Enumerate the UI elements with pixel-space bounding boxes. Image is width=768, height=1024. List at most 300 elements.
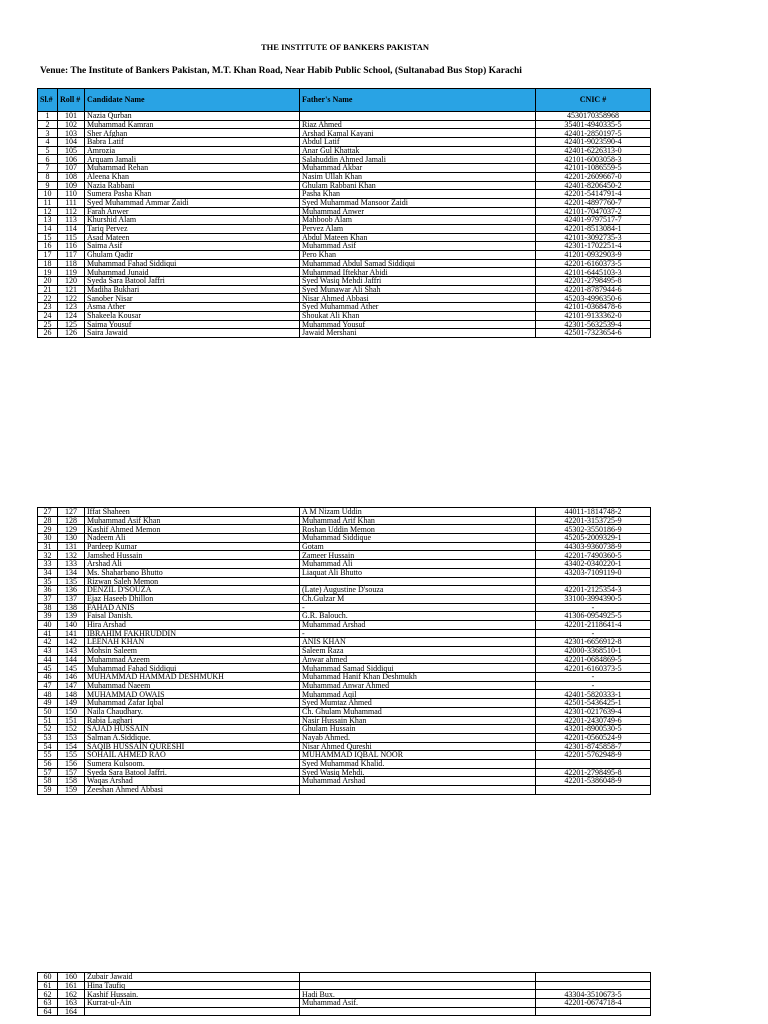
table-row (38, 716, 651, 725)
cell-roll: 104 (58, 138, 85, 147)
cell-cnic: 42201-2798495-8 (536, 277, 651, 286)
table-row (38, 120, 651, 129)
cell-cnic: 42401-9797517-7 (536, 216, 651, 225)
table-row (38, 516, 651, 525)
table-row (38, 181, 651, 190)
cell-father-name: Jawaid Mershani (300, 329, 536, 338)
cell-roll: 125 (58, 320, 85, 329)
cell-father-name: Muhammad Arshad (300, 620, 536, 629)
cell-roll: 158 (58, 777, 85, 786)
cell-roll: 149 (58, 699, 85, 708)
cell-candidate-name: SAQIB HUSSAIN QURESHI (85, 742, 300, 751)
cell-cnic (536, 577, 651, 586)
cell-roll: 151 (58, 716, 85, 725)
cell-father-name: Muhammad Anwar Ahmed (300, 681, 536, 690)
cell-father-name (300, 786, 536, 795)
cell-roll: 157 (58, 768, 85, 777)
cell-sl: 2 (38, 120, 58, 129)
cell-roll: 127 (58, 508, 85, 517)
cell-roll: 106 (58, 155, 85, 164)
table-row (38, 216, 651, 225)
table-row (38, 647, 651, 656)
cell-roll: 152 (58, 725, 85, 734)
cell-candidate-name: Saima Yousuf (85, 320, 300, 329)
cell-father-name (300, 981, 536, 990)
cell-father-name: Muhammad Abdul Samad Siddiqui (300, 259, 536, 268)
cell-roll: 163 (58, 999, 85, 1008)
cell-cnic: 42201-3153725-9 (536, 516, 651, 525)
cell-father-name: - (300, 629, 536, 638)
table-row (38, 690, 651, 699)
cell-roll: 111 (58, 198, 85, 207)
cell-sl: 56 (38, 759, 58, 768)
cell-candidate-name: Jamshed Hussain (85, 551, 300, 560)
cell-candidate-name: Naila Chaudhary. (85, 707, 300, 716)
table-row (38, 138, 651, 147)
table-row (38, 242, 651, 251)
cell-sl: 14 (38, 224, 58, 233)
cell-candidate-name: Rabia Laghari (85, 716, 300, 725)
cell-cnic: - (536, 681, 651, 690)
cell-sl: 62 (38, 990, 58, 999)
cell-candidate-name: Faisal Danish. (85, 612, 300, 621)
cell-candidate-name: MUHAMMAD HAMMAD DESHMUKH (85, 673, 300, 682)
cell-candidate-name: Arquam Jamali (85, 155, 300, 164)
cell-father-name: Ch. Ghulam Muhammad (300, 707, 536, 716)
cell-father-name: (Late) Augustine D'souza (300, 586, 536, 595)
cell-roll: 123 (58, 303, 85, 312)
header-roll: Roll # (58, 89, 85, 112)
cell-candidate-name: Hira Arshad (85, 620, 300, 629)
header-candidate-name: Candidate Name (85, 89, 300, 112)
cell-father-name: Nayab Ahmed. (300, 733, 536, 742)
cell-roll: 139 (58, 612, 85, 621)
cell-cnic: 43201-8900530-5 (536, 725, 651, 734)
cell-sl: 40 (38, 620, 58, 629)
cell-sl: 26 (38, 329, 58, 338)
cell-roll: 101 (58, 112, 85, 121)
cell-cnic: 43203-7109119-0 (536, 568, 651, 577)
table-row (38, 742, 651, 751)
table-row (38, 681, 651, 690)
cell-candidate-name: Amrozia (85, 146, 300, 155)
cell-roll: 160 (58, 973, 85, 982)
cell-sl: 34 (38, 568, 58, 577)
cell-sl: 12 (38, 207, 58, 216)
cell-father-name: Muhammad Anwer (300, 207, 536, 216)
table-row (38, 586, 651, 595)
cell-roll: 116 (58, 242, 85, 251)
cell-roll: 154 (58, 742, 85, 751)
header-cnic: CNIC # (536, 89, 651, 112)
cell-sl: 29 (38, 525, 58, 534)
cell-roll: 148 (58, 690, 85, 699)
cell-candidate-name: Ejaz Haseeb Dhillon (85, 594, 300, 603)
cell-father-name: Nisar Ahmed Qureshi (300, 742, 536, 751)
cell-candidate-name: Arshad Ali (85, 560, 300, 569)
table-row (38, 777, 651, 786)
cell-roll: 122 (58, 294, 85, 303)
cell-cnic: 42501-5436425-1 (536, 699, 651, 708)
cell-cnic: 42101-6445103-3 (536, 268, 651, 277)
cell-candidate-name: Tariq Pervez (85, 224, 300, 233)
cell-roll: 140 (58, 620, 85, 629)
table-row (38, 146, 651, 155)
cell-sl: 25 (38, 320, 58, 329)
cell-cnic: 42101-9133362-0 (536, 311, 651, 320)
cell-cnic: 42201-4897760-7 (536, 198, 651, 207)
cell-roll: 102 (58, 120, 85, 129)
cell-cnic (536, 786, 651, 795)
cell-father-name: Riaz Ahmed (300, 120, 536, 129)
cell-candidate-name: Pardeep Kumar (85, 542, 300, 551)
table-header-row (38, 89, 651, 112)
cell-roll: 107 (58, 164, 85, 173)
cell-roll: 124 (58, 311, 85, 320)
cell-father-name: Abdul Latif (300, 138, 536, 147)
table-row (38, 673, 651, 682)
cell-sl: 22 (38, 294, 58, 303)
cell-roll: 119 (58, 268, 85, 277)
cell-father-name: Muhammad Ali (300, 560, 536, 569)
cell-father-name: Mahboob Alam (300, 216, 536, 225)
cell-roll: 117 (58, 251, 85, 260)
cell-roll: 143 (58, 647, 85, 656)
cell-cnic: 45302-3550186-9 (536, 525, 651, 534)
cell-cnic: 44303-9360738-9 (536, 542, 651, 551)
cell-cnic: 42401-2850197-5 (536, 129, 651, 138)
table-row (38, 259, 651, 268)
table-body (38, 508, 651, 795)
cell-candidate-name: Madiha Bukhari (85, 285, 300, 294)
cell-candidate-name: Khurshid Alam (85, 216, 300, 225)
cell-cnic: 42301-0217639-4 (536, 707, 651, 716)
cell-candidate-name: Muhammad Fahad Siddiqui (85, 259, 300, 268)
table-row (38, 990, 651, 999)
cell-father-name: Salahuddin Ahmed Jamali (300, 155, 536, 164)
table-row (38, 568, 651, 577)
cell-father-name: Pervez Alam (300, 224, 536, 233)
cell-father-name: Muhammad Samad Siddiqui (300, 664, 536, 673)
table-row (38, 603, 651, 612)
cell-cnic (536, 973, 651, 982)
cell-roll: 155 (58, 751, 85, 760)
table-row (38, 534, 651, 543)
cell-roll: 120 (58, 277, 85, 286)
cell-cnic: 42201-2125354-3 (536, 586, 651, 595)
table-row (38, 620, 651, 629)
cell-candidate-name: Ms. Shaharbano Bhutto (85, 568, 300, 577)
table-row (38, 268, 651, 277)
cell-father-name: Nisar Ahmed Abbasi (300, 294, 536, 303)
cell-candidate-name: Muhammad Zafar Iqbal (85, 699, 300, 708)
cell-sl: 44 (38, 655, 58, 664)
cell-sl: 51 (38, 716, 58, 725)
cell-candidate-name: SOHAIL AHMED RAO (85, 751, 300, 760)
cell-candidate-name: Nazia Qurban (85, 112, 300, 121)
cell-sl: 19 (38, 268, 58, 277)
table-row (38, 560, 651, 569)
cell-cnic: 42101-7047037-2 (536, 207, 651, 216)
cell-cnic: 33100-3994390-5 (536, 594, 651, 603)
cell-candidate-name: Muhammad Fahad Siddiqui (85, 664, 300, 673)
table-row (38, 285, 651, 294)
table-row (38, 759, 651, 768)
cell-sl: 31 (38, 542, 58, 551)
cell-father-name: Muhammad Akbar (300, 164, 536, 173)
cell-sl: 58 (38, 777, 58, 786)
cell-cnic (536, 759, 651, 768)
cell-candidate-name: Shakeela Kousar (85, 311, 300, 320)
cell-sl: 21 (38, 285, 58, 294)
cell-roll: 109 (58, 181, 85, 190)
candidate-table-1 (37, 88, 651, 338)
cell-sl: 43 (38, 647, 58, 656)
cell-roll: 142 (58, 638, 85, 647)
cell-father-name: Saleem Raza (300, 647, 536, 656)
cell-candidate-name: Sumera Pasha Khan (85, 190, 300, 199)
cell-cnic: 42201-0674718-4 (536, 999, 651, 1008)
cell-father-name: Syed Muhammad Mansoor Zaidi (300, 198, 536, 207)
cell-sl: 18 (38, 259, 58, 268)
cell-sl: 39 (38, 612, 58, 621)
table-row (38, 594, 651, 603)
cell-candidate-name: Asad Mateen (85, 233, 300, 242)
table-row (38, 155, 651, 164)
cell-cnic: 42201-0560524-9 (536, 733, 651, 742)
table-row (38, 508, 651, 517)
cell-candidate-name: Zeeshan Ahmed Abbasi (85, 786, 300, 795)
cell-cnic: - (536, 603, 651, 612)
cell-roll: 159 (58, 786, 85, 795)
cell-candidate-name: IBRAHIM FAKHRUDDIN (85, 629, 300, 638)
cell-sl: 45 (38, 664, 58, 673)
table-row (38, 1007, 651, 1016)
table-row (38, 725, 651, 734)
cell-sl: 10 (38, 190, 58, 199)
cell-sl: 35 (38, 577, 58, 586)
table-row (38, 311, 651, 320)
cell-sl: 6 (38, 155, 58, 164)
table-row (38, 707, 651, 716)
cell-cnic: 42101-3092735-3 (536, 233, 651, 242)
cell-cnic: 42000-3368510-1 (536, 647, 651, 656)
cell-father-name: Muhammad Arif Khan (300, 516, 536, 525)
cell-roll: 108 (58, 172, 85, 181)
cell-sl: 13 (38, 216, 58, 225)
cell-sl: 52 (38, 725, 58, 734)
cell-sl: 4 (38, 138, 58, 147)
cell-roll: 156 (58, 759, 85, 768)
cell-cnic: 42201-2430749-6 (536, 716, 651, 725)
cell-sl: 1 (38, 112, 58, 121)
cell-sl: 27 (38, 508, 58, 517)
cell-candidate-name: Syeda Sara Batool Jaffri. (85, 768, 300, 777)
cell-cnic: 45205-2009329-1 (536, 534, 651, 543)
cell-sl: 53 (38, 733, 58, 742)
table-row (38, 190, 651, 199)
cell-candidate-name: Iffat Shaheen (85, 508, 300, 517)
table-row (38, 973, 651, 982)
cell-roll: 150 (58, 707, 85, 716)
cell-candidate-name: Kashif Ahmed Memon (85, 525, 300, 534)
cell-father-name: - (300, 603, 536, 612)
cell-roll: 133 (58, 560, 85, 569)
table-row (38, 664, 651, 673)
cell-candidate-name: Kashif Hussain. (85, 990, 300, 999)
cell-father-name: Gotam (300, 542, 536, 551)
cell-roll: 136 (58, 586, 85, 595)
candidate-table-3 (37, 972, 651, 1016)
cell-sl: 41 (38, 629, 58, 638)
cell-cnic: 42501-7323654-6 (536, 329, 651, 338)
cell-candidate-name: Sanober Nisar (85, 294, 300, 303)
cell-cnic: 42301-6656912-8 (536, 638, 651, 647)
cell-candidate-name: Zubair Jawaid (85, 973, 300, 982)
table-row (38, 303, 651, 312)
cell-candidate-name: FAHAD ANIS (85, 603, 300, 612)
cell-candidate-name: Aleena Khan (85, 172, 300, 181)
cell-cnic: 42401-8206450-2 (536, 181, 651, 190)
cell-roll: 147 (58, 681, 85, 690)
cell-roll: 145 (58, 664, 85, 673)
cell-sl: 8 (38, 172, 58, 181)
cell-candidate-name: Kurrat-ul-Ain (85, 999, 300, 1008)
cell-candidate-name: Nazia Rabbani (85, 181, 300, 190)
table-body (38, 112, 651, 338)
cell-father-name: Abdul Mateen Khan (300, 233, 536, 242)
cell-sl: 11 (38, 198, 58, 207)
cell-candidate-name: Salman A.Siddique. (85, 733, 300, 742)
table-row (38, 655, 651, 664)
cell-sl: 47 (38, 681, 58, 690)
cell-sl: 23 (38, 303, 58, 312)
cell-roll: 114 (58, 224, 85, 233)
cell-father-name: Shoukat Ali Khan (300, 311, 536, 320)
cell-father-name: Nasim Ullah Khan (300, 172, 536, 181)
cell-cnic: 42101-0368478-6 (536, 303, 651, 312)
cell-roll: 113 (58, 216, 85, 225)
cell-cnic: 42401-5820333-1 (536, 690, 651, 699)
cell-cnic: 42401-6226313-0 (536, 146, 651, 155)
cell-father-name: Anar Gul Khattak (300, 146, 536, 155)
header-father-name: Father's Name (300, 89, 536, 112)
cell-sl: 42 (38, 638, 58, 647)
cell-father-name: Muhammad Hanif Khan Deshmukh (300, 673, 536, 682)
cell-sl: 16 (38, 242, 58, 251)
cell-father-name: Muhammad Arshad (300, 777, 536, 786)
cell-candidate-name: SAJAD HUSSAIN (85, 725, 300, 734)
cell-father-name: Arshad Kamal Kayani (300, 129, 536, 138)
cell-candidate-name: Farah Anwer (85, 207, 300, 216)
cell-candidate-name: Muhammad Azeem (85, 655, 300, 664)
cell-father-name (300, 1007, 536, 1016)
cell-sl: 37 (38, 594, 58, 603)
cell-roll: 129 (58, 525, 85, 534)
cell-roll: 153 (58, 733, 85, 742)
cell-cnic: 42201-6160373-5 (536, 259, 651, 268)
cell-cnic: 42201-8787944-6 (536, 285, 651, 294)
cell-cnic: - (536, 673, 651, 682)
cell-candidate-name: Rizwan Saleh Memon (85, 577, 300, 586)
cell-sl: 60 (38, 973, 58, 982)
cell-roll: 135 (58, 577, 85, 586)
cell-sl: 15 (38, 233, 58, 242)
cell-cnic: 4530170358968 (536, 112, 651, 121)
cell-roll: 132 (58, 551, 85, 560)
cell-father-name: Zameer Hussain (300, 551, 536, 560)
cell-sl: 20 (38, 277, 58, 286)
cell-cnic: 42301-8745858-7 (536, 742, 651, 751)
cell-sl: 9 (38, 181, 58, 190)
cell-roll: 131 (58, 542, 85, 551)
cell-candidate-name (85, 1007, 300, 1016)
table-row (38, 164, 651, 173)
cell-roll: 138 (58, 603, 85, 612)
cell-cnic (536, 1007, 651, 1016)
cell-roll: 130 (58, 534, 85, 543)
cell-sl: 49 (38, 699, 58, 708)
cell-father-name: Muhammad Iftekhar Abidi (300, 268, 536, 277)
cell-father-name: Muhammad Asif (300, 242, 536, 251)
cell-sl: 48 (38, 690, 58, 699)
cell-cnic: - (536, 629, 651, 638)
cell-sl: 57 (38, 768, 58, 777)
cell-roll: 115 (58, 233, 85, 242)
table-row (38, 981, 651, 990)
cell-sl: 50 (38, 707, 58, 716)
cell-father-name: Ch.Gulzar M (300, 594, 536, 603)
cell-father-name: Roshan Uddin Memon (300, 525, 536, 534)
cell-candidate-name: Muhammad Rehan (85, 164, 300, 173)
cell-father-name: Liaquat Ali Bhutto (300, 568, 536, 577)
cell-cnic: 42201-6160373-5 (536, 664, 651, 673)
cell-cnic (536, 981, 651, 990)
table-row (38, 629, 651, 638)
cell-cnic: 42201-5762948-9 (536, 751, 651, 760)
cell-candidate-name: Saira Jawaid (85, 329, 300, 338)
cell-father-name: Syed Wasiq Mehdi Jaffri (300, 277, 536, 286)
table-row (38, 198, 651, 207)
cell-cnic: 41201-0932903-9 (536, 251, 651, 260)
table-row (38, 699, 651, 708)
cell-roll: 162 (58, 990, 85, 999)
cell-cnic: 42301-1702251-4 (536, 242, 651, 251)
cell-roll: 112 (58, 207, 85, 216)
cell-father-name: Hadi Bux. (300, 990, 536, 999)
cell-sl: 17 (38, 251, 58, 260)
cell-roll: 103 (58, 129, 85, 138)
table-row (38, 612, 651, 621)
cell-sl: 3 (38, 129, 58, 138)
cell-cnic: 42201-5414791-4 (536, 190, 651, 199)
cell-roll: 137 (58, 594, 85, 603)
cell-cnic: 45203-4996350-6 (536, 294, 651, 303)
cell-sl: 28 (38, 516, 58, 525)
cell-candidate-name: DENZIL D'SOUZA (85, 586, 300, 595)
table-row (38, 251, 651, 260)
table-row (38, 999, 651, 1008)
table-row (38, 751, 651, 760)
cell-cnic: 42201-7490360-5 (536, 551, 651, 560)
cell-cnic: 44011-1814748-2 (536, 508, 651, 517)
cell-sl: 59 (38, 786, 58, 795)
table-row (38, 733, 651, 742)
table-row (38, 551, 651, 560)
cell-sl: 46 (38, 673, 58, 682)
table-row (38, 207, 651, 216)
cell-candidate-name: Hina Taufiq (85, 981, 300, 990)
